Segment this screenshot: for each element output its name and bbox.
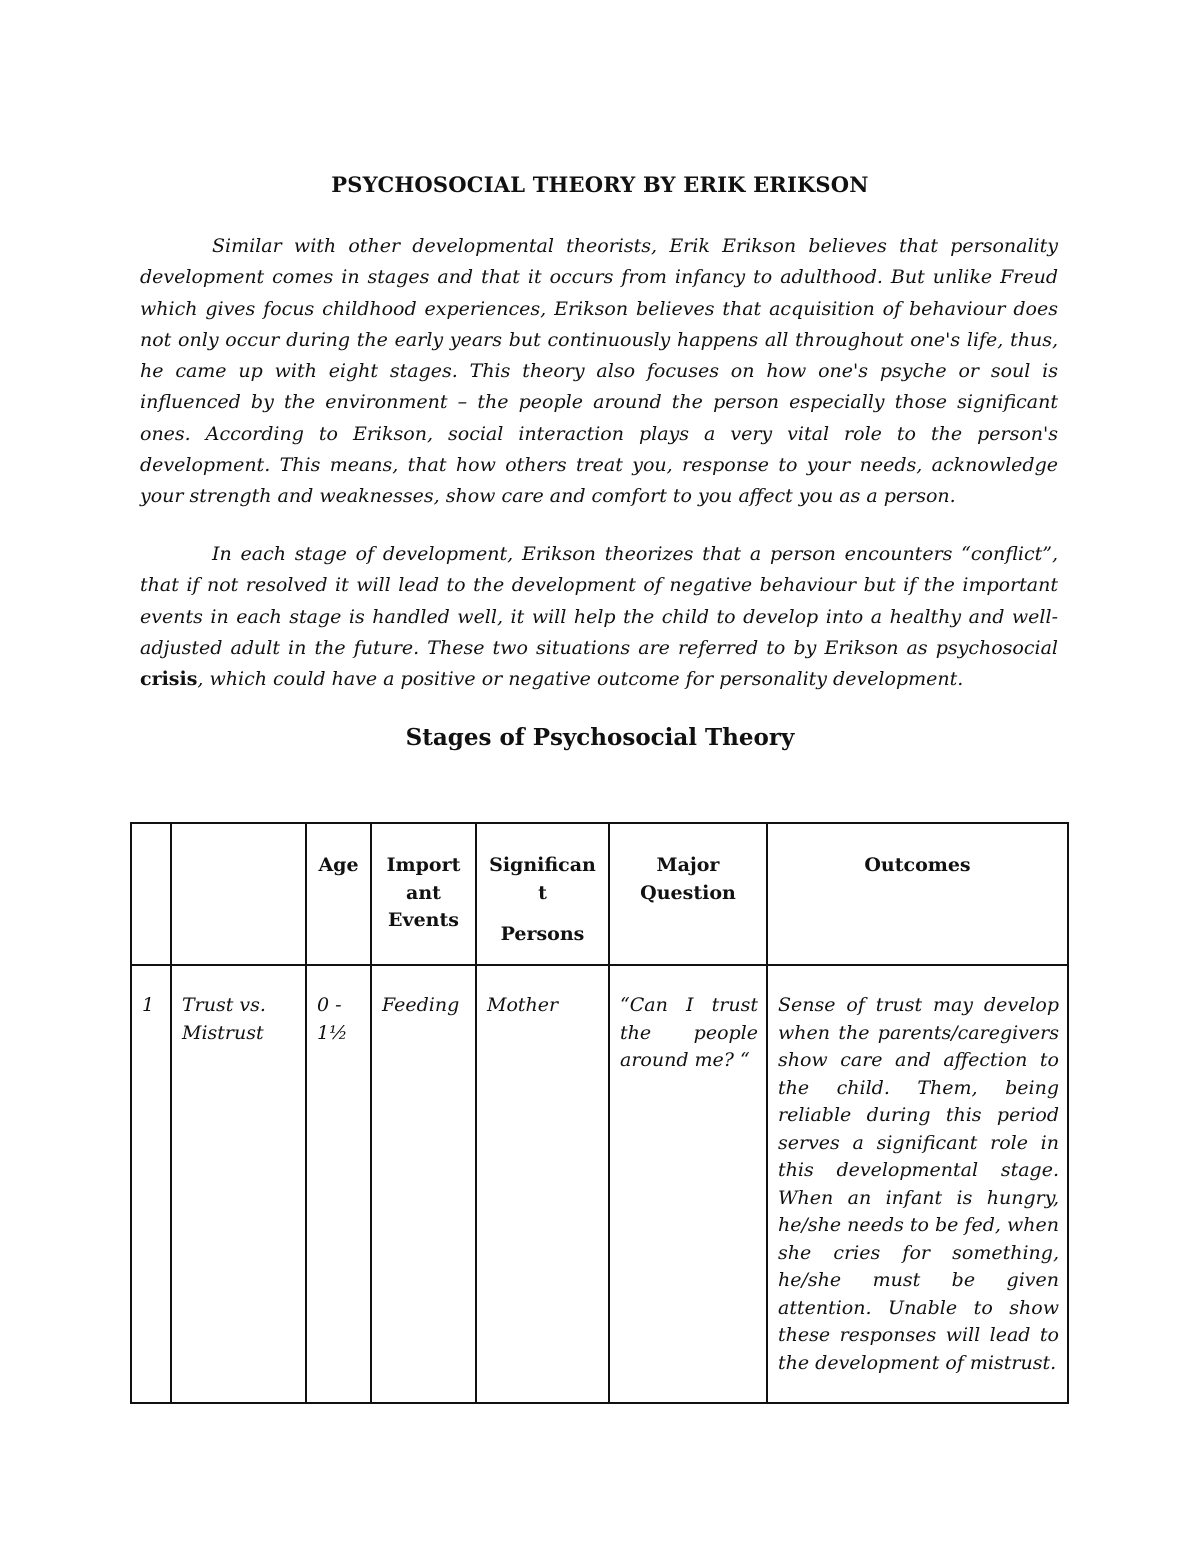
- header-number: [131, 823, 171, 965]
- header-outcomes: Outcomes: [767, 823, 1068, 965]
- intro-paragraph: Similar with other developmental theorists, Erik Erikson believes that personality development comes in stages and that it occurs from infancy to adulthood. But unlike Freud which gives focus childhood experiences, Erikson believes that acquisition of behaviour does not only occur during the early years but continuously happens all throughout one's life, thus, he came up with eight stages. This theory also focuses on how one's psyche or soul is influenced by the environment – the people around the person especially those significant ones. According to Erikson, social interaction plays a very vital role to the person's development. This means, that how others treat you, response to your needs, acknowledge your strength and weaknesses, show care and comfort to you affect you as a person.: [140, 235, 1058, 508]
- header-significant-persons: [476, 823, 609, 965]
- row-age: 0 - 1½: [306, 965, 371, 1403]
- crisis-keyword: crisis: [140, 668, 198, 691]
- header-stage: [171, 823, 306, 965]
- table-header-row: [131, 823, 1068, 965]
- section-heading: Stages of Psychosocial Theory: [405, 724, 795, 751]
- row-important-events: Feeding: [371, 965, 476, 1403]
- document-title: PSYCHOSOCIAL THEORY BY ERIK ERIKSON: [331, 172, 869, 197]
- header-persons-label: Persons: [500, 923, 585, 945]
- conflict-paragraph-text: In each stage of development, Erikson theorizes that a person encounters “conflict”, that if not resolved it will lead to the development of negative behaviour but if the important events in each stage is handled well, it will help the child to develop into a healthy and well-adjusted adult in the future. These two situations are referred to by Erikson as psychosocial: [140, 543, 1058, 659]
- row-outcomes: Sense of trust may develop when the parents/caregivers show care and affection to the child. Them, being reliable during this period serves a significant role in this developmental stage. When an infant is hungry, he/she needs to be fed, when she cries for something, he/she must be given attention. Unable to show these responses will lead to the development of mistrust.: [767, 965, 1068, 1403]
- row-number: 1: [131, 965, 171, 1403]
- row-major-question: “Can I trust the people around me? “: [609, 965, 767, 1403]
- conflict-paragraph: [140, 539, 1058, 695]
- header-significant-label: Significan t: [489, 854, 596, 904]
- header-age: Age: [306, 823, 371, 965]
- conflict-paragraph-ending: , which could have a positive or negative outcome for personality development.: [197, 668, 964, 691]
- header-major-question: Major Question: [609, 823, 767, 965]
- stages-table: [130, 822, 1069, 1404]
- row-stage: Trust vs. Mistrust: [171, 965, 306, 1403]
- header-important-events: Import ant Events: [371, 823, 476, 965]
- table-row: [131, 965, 1068, 1403]
- row-significant-persons: Mother: [476, 965, 609, 1403]
